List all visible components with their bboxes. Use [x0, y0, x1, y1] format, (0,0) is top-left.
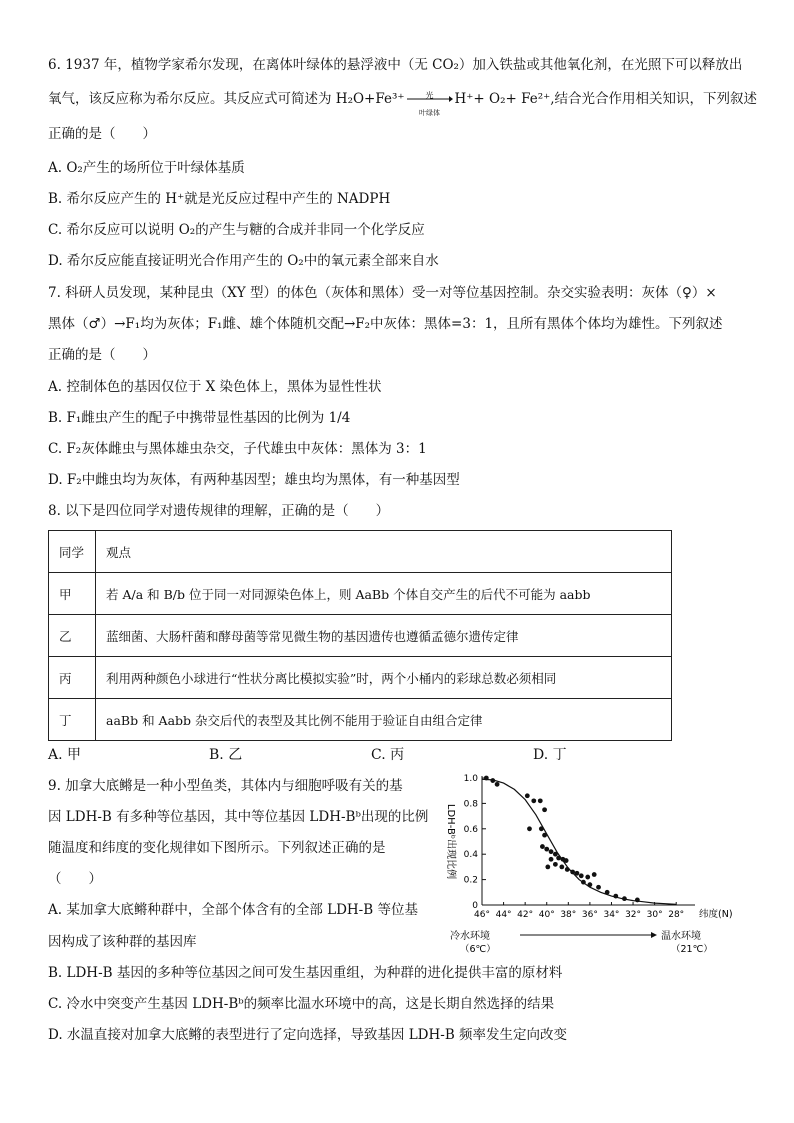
data-point [544, 847, 549, 852]
q9-option-d[interactable]: D. 水温直接对加拿大底鳉的表型进行了定向选择，导致基因 LDH-B 频率发生定向改变 [48, 1027, 568, 1043]
ldh-chart [432, 770, 742, 960]
x-axis-label: 纬度(N) [699, 909, 733, 920]
arrow-bottom-label: 叶绿体 [419, 108, 441, 117]
y-tick-label: 0.6 [463, 824, 478, 835]
q7-option-d[interactable]: D. F₂中雌虫均为灰体，有两种基因型；雄虫均为黑体，有一种基因型 [48, 472, 460, 488]
data-point [581, 880, 586, 885]
data-point [538, 798, 543, 803]
row-viewpoint: aaBb 和 Aabb 杂交后代的表型及其比例不能用于验证自由组合定律 [96, 699, 672, 741]
data-point [579, 873, 584, 878]
data-point [570, 870, 575, 875]
data-point [525, 793, 530, 798]
x-tick-label: 32° [625, 910, 642, 920]
q7-option-c[interactable]: C. F₂灰体雌虫与黑体雄虫杂交，子代雄虫中灰体：黑体为 3：1 [48, 441, 427, 457]
q9-stem-line2: 因 LDH-B 有多种等位基因，其中等位基因 LDH-Bᵇ出现的比例 [48, 809, 429, 825]
data-point [542, 807, 547, 812]
data-point [540, 844, 545, 849]
warm-temp: （21℃） [671, 944, 713, 955]
q7-stem-line2: 黑体（♂）→F₁均为灰体；F₁雌、雄个体随机交配→F₂中灰体：黑体=3：1，且所有黑体个体均为雄性。下列叙述 [48, 316, 723, 332]
cold-temp: （6℃） [460, 944, 496, 955]
y-axis-label: LDH-Bᵇ出现比例 [445, 803, 456, 880]
q9-stem-line4: （ ） [48, 871, 102, 887]
data-point [575, 871, 580, 876]
q9-option-a[interactable]: A. 某加拿大底鳉种群中，全部个体含有的全部 LDH-B 等位基 [48, 902, 418, 918]
data-point [549, 857, 554, 862]
y-tick-label: 0.4 [463, 850, 478, 861]
x-tick-label: 38° [560, 910, 577, 920]
reaction-arrow [407, 90, 453, 117]
q9-option-a-cont: 因构成了该种群的基因库 [48, 934, 197, 950]
q7-option-a[interactable]: A. 控制体色的基因仅位于 X 染色体上，黑体为显性性状 [48, 379, 382, 395]
data-point [556, 856, 561, 861]
q8-option-b[interactable]: B. 乙 [209, 747, 243, 763]
q7-stem-line3: 正确的是（ ） [48, 347, 156, 363]
q6-option-a[interactable]: A. O₂产生的场所位于叶绿体基质 [48, 160, 245, 176]
x-tick-label: 46° [474, 910, 490, 920]
data-point [587, 882, 592, 887]
data-point [613, 894, 618, 899]
table-row [49, 573, 672, 615]
row-viewpoint: 若 A/a 和 B/b 位于同一对同源染色体上，则 AaBb 个体自交产生的后代不可能为 aabb [96, 573, 672, 615]
table-row [49, 699, 672, 741]
q6-option-d[interactable]: D. 希尔反应能直接证明光合作用产生的 O₂中的氧元素全部来自水 [48, 253, 439, 269]
data-point [622, 896, 627, 901]
header-student: 同学 [49, 531, 96, 573]
q8-option-a[interactable]: A. 甲 [48, 747, 82, 763]
q6-option-c[interactable]: C. 希尔反应可以说明 O₂的产生与糖的合成并非同一个化学反应 [48, 222, 425, 238]
row-student: 丙 [49, 657, 96, 699]
x-tick-label: 42° [517, 910, 534, 920]
table-row [49, 657, 672, 699]
y-tick-label: 0.8 [463, 799, 478, 810]
data-point [596, 885, 601, 890]
table-header-row [49, 531, 672, 573]
q9-option-b[interactable]: B. LDH-B 基因的多种等位基因之间可发生基因重组，为种群的进化提供丰富的原材料 [48, 965, 563, 981]
data-point [605, 890, 610, 895]
x-tick-label: 28° [668, 910, 685, 920]
q8-option-c[interactable]: C. 丙 [371, 747, 405, 763]
data-point [542, 833, 547, 838]
data-point [553, 852, 558, 857]
table-row [49, 615, 672, 657]
row-student: 丁 [49, 699, 96, 741]
row-student: 乙 [49, 615, 96, 657]
q7-option-b[interactable]: B. F₁雌虫产生的配子中携带显性基因的比例为 1/4 [48, 410, 351, 426]
q6-stem-line2b: H⁺+ O₂+ Fe²⁺,结合光合作用相关知识，下列叙述 [454, 91, 758, 107]
x-tick-label: 30° [646, 910, 663, 920]
data-point [585, 875, 590, 880]
q9-stem-line1: 9. 加拿大底鳉是一种小型鱼类，其体内与细胞呼吸有关的基 [48, 778, 403, 794]
data-point [592, 872, 597, 877]
x-tick-label: 34° [603, 910, 620, 920]
data-point [564, 858, 569, 863]
x-tick-label: 44° [495, 910, 512, 920]
q6-option-b[interactable]: B. 希尔反应产生的 H⁺就是光反应过程中产生的 NADPH [48, 191, 391, 207]
q8-stem: 8. 以下是四位同学对遗传规律的理解，正确的是（ ） [48, 503, 390, 519]
y-tick-label: 0.2 [463, 875, 478, 886]
data-point [549, 849, 554, 854]
data-point [545, 865, 550, 870]
data-point [635, 898, 640, 903]
header-viewpoint: 观点 [96, 531, 672, 573]
q9-stem-line3: 随温度和纬度的变化规律如下图所示。下列叙述正确的是 [48, 840, 386, 856]
data-point [490, 778, 495, 783]
q7-stem-line1: 7. 科研人员发现，某种昆虫（XY 型）的体色（灰体和黑体）受一对等位基因控制。杂交实验表明：灰体（♀）× [48, 285, 717, 301]
data-point [553, 862, 558, 867]
arrow-line-icon [407, 96, 453, 102]
data-point [565, 867, 570, 872]
q6-stem-line2 [48, 89, 758, 117]
data-point [531, 798, 536, 803]
env-arrow-head-icon [651, 932, 657, 938]
row-viewpoint: 利用两种颜色小球进行“性状分离比模拟实验”时，两个小桶内的彩球总数必须相同 [96, 657, 672, 699]
fit-curve [482, 779, 676, 904]
q6-stem-line1: 6. 1937 年，植物学家希尔发现，在离体叶绿体的悬浮液中（无 CO₂）加入铁盐或其他氧化剂，在光照下可以释放出 [48, 57, 743, 73]
data-point [559, 865, 564, 870]
y-tick-label: 1.0 [463, 774, 478, 784]
data-point [527, 826, 532, 831]
q6-stem-line3: 正确的是（ ） [48, 126, 156, 142]
cold-label: 冷水环境 [450, 931, 490, 942]
row-viewpoint: 蓝细菌、大肠杆菌和酵母菌等常见微生物的基因遗传也遵循孟德尔遗传定律 [96, 615, 672, 657]
y-tick-label: 0 [472, 901, 478, 911]
q9-option-c[interactable]: C. 冷水中突变产生基因 LDH-Bᵇ的频率比温水环境中的高，这是长期自然选择的结果 [48, 996, 555, 1012]
row-student: 甲 [49, 573, 96, 615]
data-point [495, 782, 500, 787]
q6-stem-line2a: 氧气，该反应称为希尔反应。其反应式可简述为 H₂O+Fe³⁺ [48, 91, 405, 107]
q8-option-d[interactable]: D. 丁 [533, 747, 567, 763]
q8-table [48, 530, 672, 741]
arrow-top-label: 光 [425, 90, 434, 100]
warm-label: 温水环境 [661, 931, 701, 942]
x-tick-label: 36° [581, 910, 598, 920]
data-point [484, 776, 489, 781]
data-point [539, 826, 544, 831]
x-tick-label: 40° [538, 910, 555, 920]
